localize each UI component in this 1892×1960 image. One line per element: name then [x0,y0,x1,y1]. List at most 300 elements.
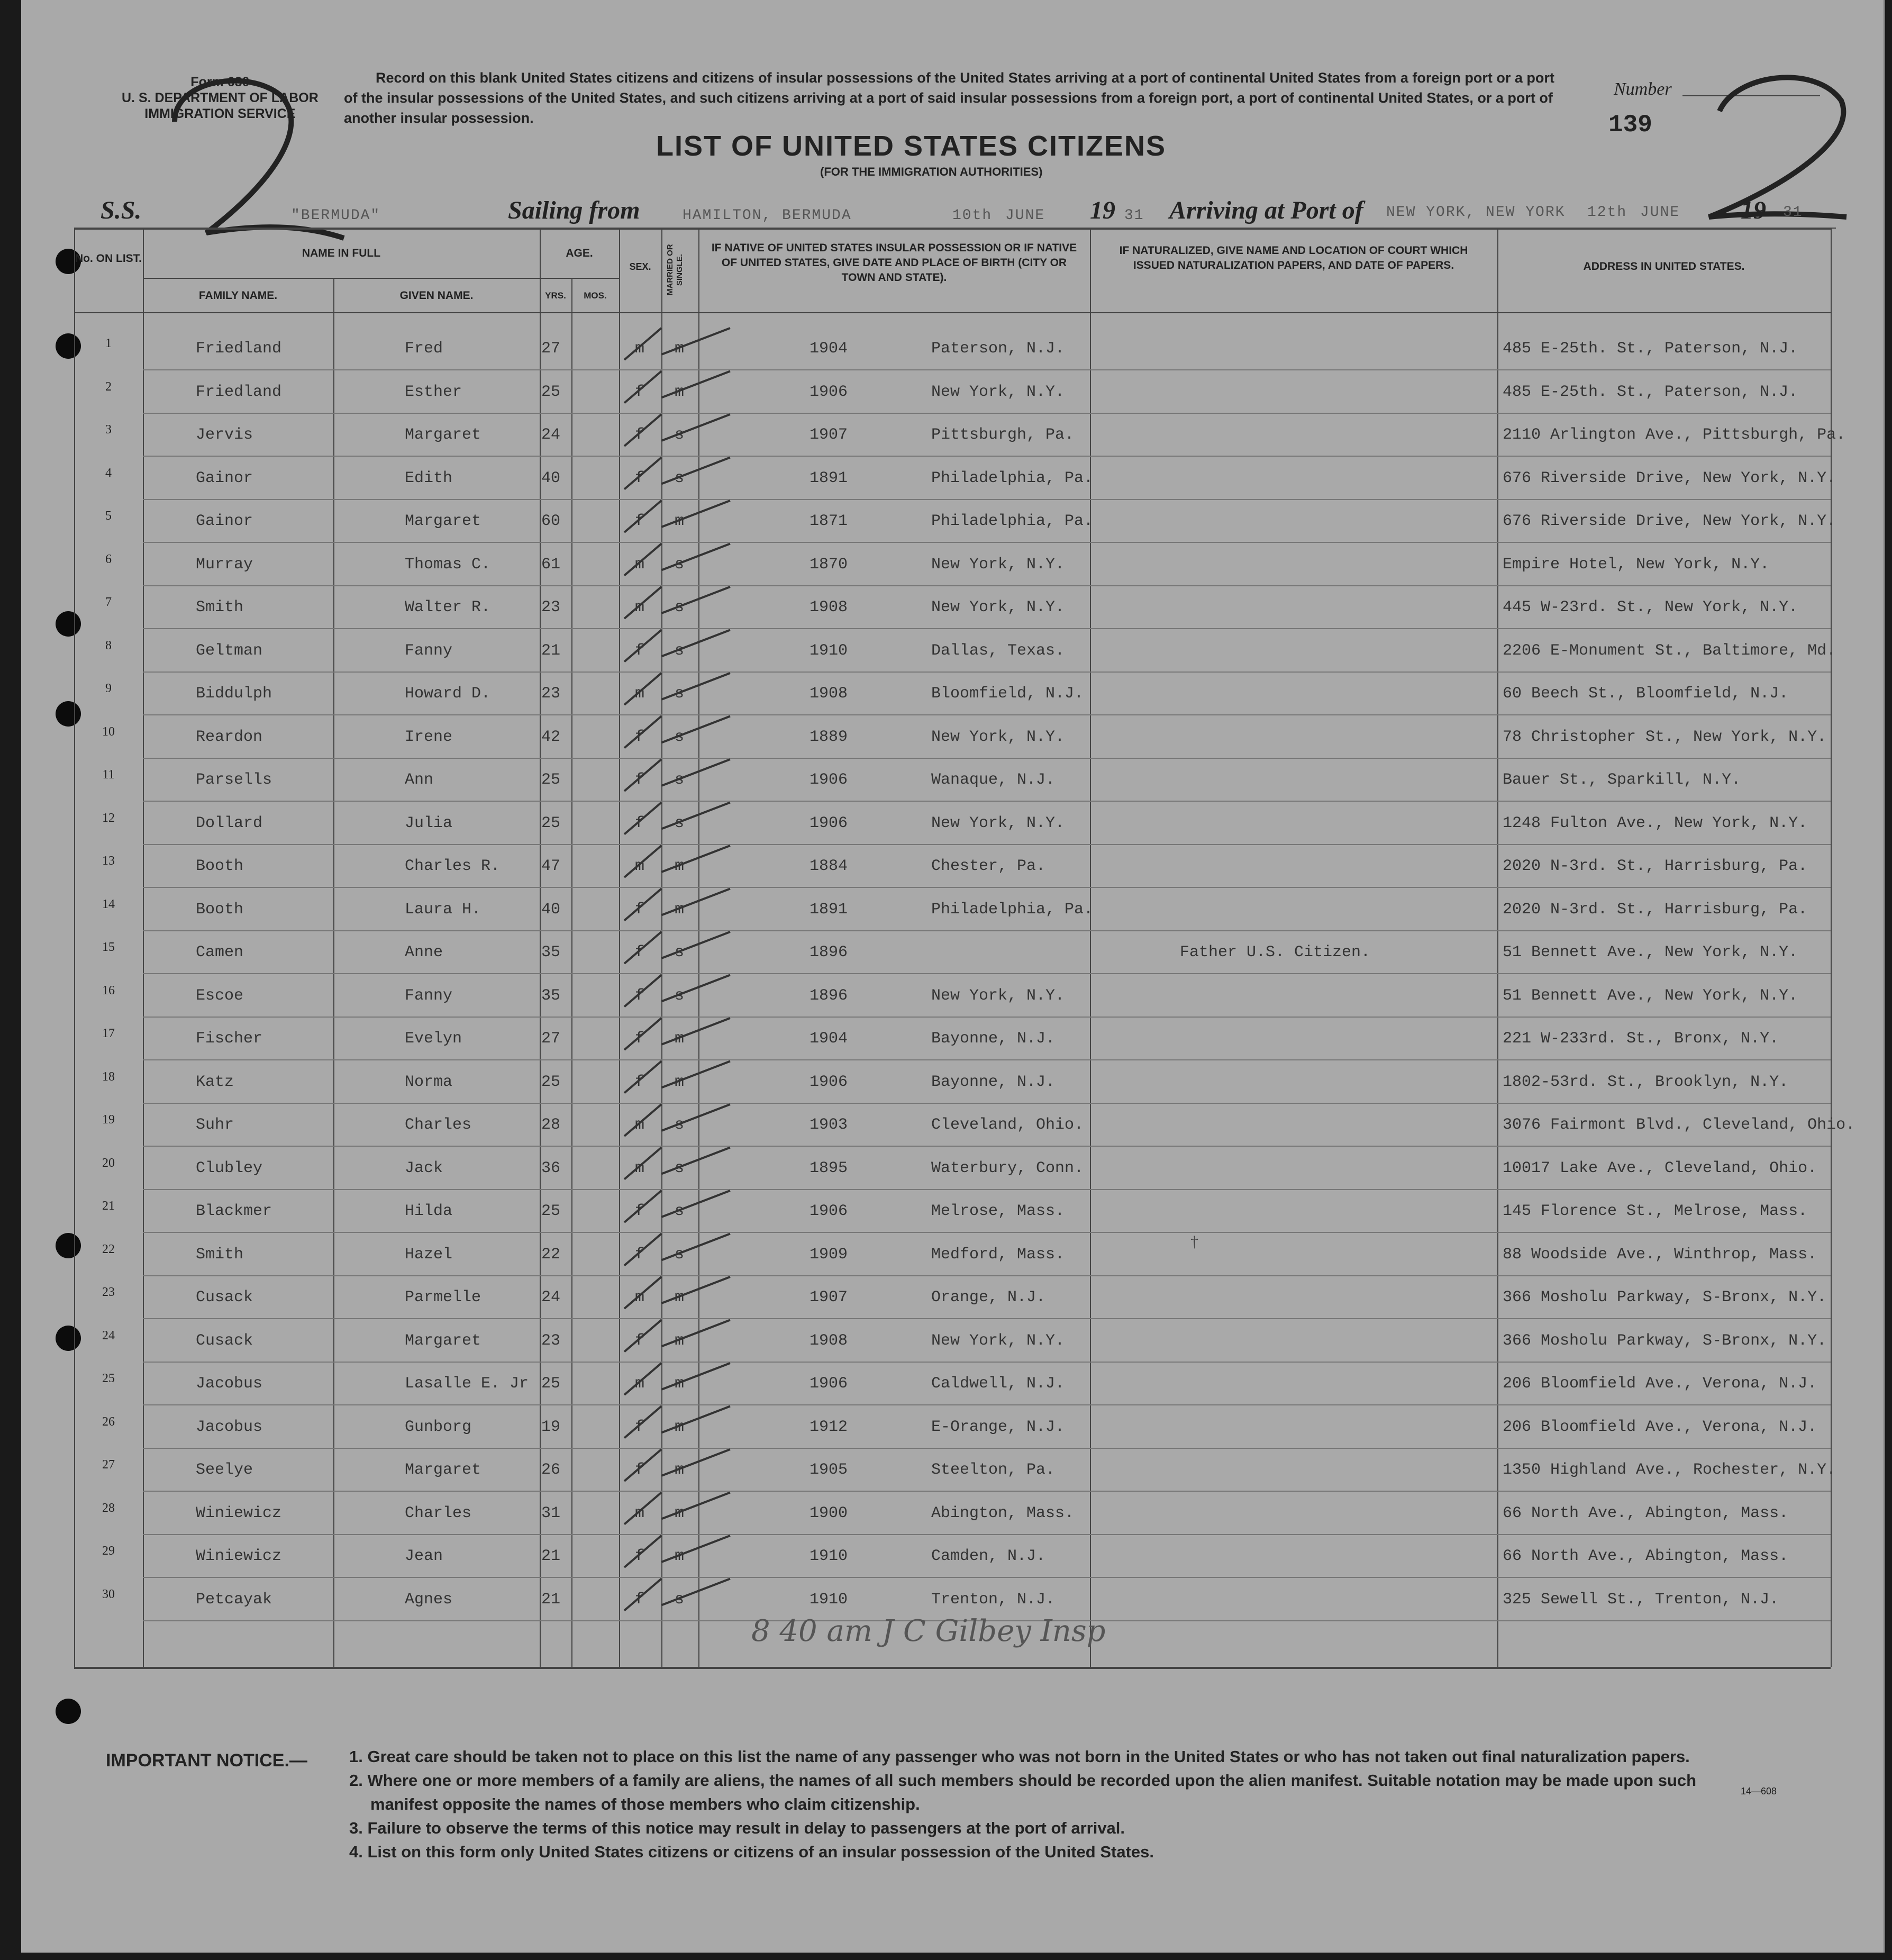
cell-year: 1900 [809,1504,848,1522]
cell-place: New York, N.Y. [931,555,1065,574]
cell-family: Jervis [196,426,253,444]
cell-family: Petcayak [196,1590,272,1609]
cell-yrs: 26 [541,1461,561,1479]
margin-mark: † [1190,1233,1198,1250]
cell-given: Fanny [405,641,453,660]
notice-heading: IMPORTANT NOTICE.— [106,1750,307,1771]
cell-place: Philadelphia, Pa. [931,469,1094,487]
cell-given: Ann [405,771,434,789]
cell-yrs: 61 [541,555,561,574]
cell-sex: m [635,857,645,875]
cell-place: New York, N.Y. [931,598,1065,616]
cell-yrs: 31 [541,1504,561,1522]
check-mark [624,501,730,532]
cell-no: 23 [102,1285,115,1299]
cell-yrs: 47 [541,857,561,875]
cell-family: Jacobus [196,1418,263,1436]
col-birth: IF NATIVE OF UNITED STATES INSULAR POSSESSION OR IF NATIVE OF UNITED STATES, GIVE DATE AND PLACE OF BIRTH (CITY OR TOWN AND STATE). [711,242,1077,284]
notice-item-4: 4. List on this form only United States citizens or citizens of an insular possession of the United States. [349,1843,1154,1861]
cell-address: 51 Bennett Ave., New York, N.Y. [1503,943,1798,961]
cell-given: Walter R. [405,598,491,616]
cell-sex: f [635,469,645,487]
cell-ms: s [675,469,685,487]
ship-name: "BERMUDA" [291,207,381,224]
cell-place: New York, N.Y. [931,814,1065,832]
row-rule [143,1318,1831,1319]
notice-item-2: 2. Where one or more members of a family are aliens, the names of all such members should be recorded upon the alien manifest. Suitable notation may be made upon such [349,1771,1697,1790]
check-mark [624,1277,730,1309]
arrival-port: NEW YORK, NEW YORK [1386,204,1566,221]
cell-address: 2020 N-3rd. St., Harrisburg, Pa. [1503,900,1808,919]
check-mark [624,716,730,748]
row-rule [143,714,1831,715]
cell-no: 20 [102,1156,115,1170]
cell-ms: s [675,1245,685,1264]
row-rule [143,887,1831,888]
cell-year: 1912 [809,1418,848,1436]
row-rule [143,930,1831,931]
cell-yrs: 25 [541,771,561,789]
row-rule [143,499,1831,500]
cell-address: 485 E-25th. St., Paterson, N.J. [1503,383,1798,401]
check-mark [624,587,730,619]
cell-place: E-Orange, N.J. [931,1418,1065,1436]
cell-sex: m [635,1116,645,1134]
cell-no: 2 [105,379,112,394]
cell-year: 1909 [809,1245,848,1264]
cell-given: Jean [405,1547,443,1565]
ss-label: S.S. [101,196,142,224]
cell-no: 30 [102,1587,115,1601]
table-row [74,803,1831,845]
cell-given: Edith [405,469,453,487]
cell-sex: m [635,1288,645,1306]
cell-no: 29 [102,1544,115,1558]
row-rule [143,1275,1831,1276]
table-row [74,1234,1831,1276]
cell-yrs: 25 [541,814,561,832]
cell-place: New York, N.Y. [931,383,1065,401]
row-rule [143,844,1831,845]
cell-no: 3 [105,423,112,437]
table-row [74,1018,1831,1060]
table-row [74,630,1836,673]
cell-address: 2110 Arlington Ave., Pittsburgh, Pa. [1503,426,1846,444]
cell-ms: s [675,1159,685,1177]
cell-nat: Father U.S. Citizen. [1180,943,1371,961]
arrival-month: JUNE [1640,204,1680,221]
cell-yrs: 21 [541,1547,561,1565]
check-mark [624,1449,730,1481]
cell-ms: s [675,641,685,660]
cell-sex: m [635,1159,645,1177]
cell-sex: f [635,1418,645,1436]
cell-ms: m [675,1030,685,1048]
cell-sex: f [635,1547,645,1565]
cell-family: Friedland [196,340,282,358]
form-code: 14—608 [1741,1786,1777,1796]
cell-yrs: 42 [541,728,561,746]
cell-family: Geltman [196,641,263,660]
cell-address: 485 E-25th. St., Paterson, N.J. [1503,340,1798,358]
cell-year: 1908 [809,1331,848,1350]
cell-family: Jacobus [196,1375,263,1393]
cell-no: 11 [102,768,115,782]
cell-family: Seelye [196,1461,253,1479]
cell-ms: s [675,814,685,832]
col-given-name: GIVEN NAME. [399,289,474,302]
cell-year: 1903 [809,1116,848,1134]
notice-item-2-cont: manifest opposite the names of those members who claim citizenship. [370,1795,920,1813]
cell-no: 5 [105,509,112,523]
service-name: IMMIGRATION SERVICE [144,106,296,121]
cell-place: Orange, N.J. [931,1288,1046,1306]
cell-no: 25 [102,1372,115,1385]
table-row [74,587,1831,629]
cell-address: 366 Mosholu Parkway, S-Bronx, N.Y. [1503,1331,1827,1350]
table-row [74,1363,1831,1405]
cell-yrs: 21 [541,641,561,660]
cell-ms: s [675,943,685,961]
check-mark [624,1493,730,1525]
cell-family: Gainor [196,469,253,487]
cell-address: 10017 Lake Ave., Cleveland, Ohio. [1503,1159,1817,1177]
cell-sex: f [635,512,645,530]
cell-given: Fanny [405,986,453,1005]
col-married-single: MARRIED OR SINGLE. [666,244,684,296]
cell-no: 6 [105,552,112,566]
cell-address: 676 Riverside Drive, New York, N.Y. [1503,512,1836,530]
check-mark [624,1579,730,1611]
arrival-year-prefix: 19 [1741,196,1766,224]
cell-no: 19 [102,1113,115,1127]
cell-sex: m [635,598,645,616]
record-instructions: Record on this blank United States citizens and citizens of insular possessions of the United States arriving at a port of continental United States from a foreign port or a port of the insular possessions of the United States, and such citizens arriving at a port of said insular possessions from a foreign port, a port of continental United States, or a port of another insular possession. [344,70,1554,126]
cell-family: Murray [196,555,253,574]
table-row [74,544,1831,586]
cell-sex: f [635,943,645,961]
cell-given: Hilda [405,1202,453,1220]
check-mark [624,328,730,360]
cell-ms: m [675,1288,685,1306]
cell-yrs: 25 [541,1073,561,1091]
cell-place: Paterson, N.J. [931,340,1065,358]
check-mark [624,889,730,921]
table-row [74,1320,1831,1363]
cell-address: 1248 Fulton Ave., New York, N.Y. [1503,814,1808,832]
cell-place: Camden, N.J. [931,1547,1046,1565]
cell-yrs: 25 [541,1202,561,1220]
cell-sex: f [635,1073,645,1091]
check-mark [624,846,730,877]
cell-ms: m [675,1461,685,1479]
cell-family: Smith [196,1245,244,1264]
cell-family: Katz [196,1073,234,1091]
cell-place: Philadelphia, Pa. [931,512,1094,530]
cell-no: 15 [102,940,115,954]
row-rule [143,1103,1831,1104]
cell-no: 4 [105,466,112,480]
check-mark [624,1407,730,1438]
cell-sex: f [635,426,645,444]
row-rule [143,1189,1831,1190]
cell-year: 1906 [809,1375,848,1393]
cell-yrs: 24 [541,1288,561,1306]
cell-family: Camen [196,943,244,961]
cell-address: 2020 N-3rd. St., Harrisburg, Pa. [1503,857,1808,875]
cell-given: Charles [405,1116,472,1134]
cell-ms: s [675,555,685,574]
sailing-from-label: Sailing from [508,196,640,224]
check-mark [624,932,730,964]
cell-family: Winiewicz [196,1547,282,1565]
cell-yrs: 40 [541,900,561,919]
check-marks [603,312,741,1635]
cell-place: New York, N.Y. [931,986,1065,1005]
cell-yrs: 35 [541,943,561,961]
col-sex: SEX. [629,261,651,272]
cell-family: Suhr [196,1116,234,1134]
cell-no: 13 [102,854,115,868]
cell-family: Booth [196,857,244,875]
cell-address: 3076 Fairmont Blvd., Cleveland, Ohio. [1503,1116,1855,1134]
cell-sex: f [635,814,645,832]
cell-sex: f [635,1590,645,1609]
cell-ms: s [675,1202,685,1220]
table-row [74,458,1836,500]
cell-ms: m [675,512,685,530]
cell-no: 14 [102,897,115,911]
cell-given: Gunborg [405,1418,472,1436]
cell-ms: s [675,598,685,616]
cell-sex: f [635,1030,645,1048]
cell-no: 18 [102,1069,115,1084]
cell-given: Hazel [405,1245,453,1264]
check-mark [624,458,730,489]
cell-no: 7 [105,595,112,609]
passenger-table [74,228,1855,1656]
cell-address: 66 North Ave., Abington, Mass. [1503,1547,1789,1565]
cell-given: Margaret [405,1461,481,1479]
cell-given: Howard D. [405,685,491,703]
row-rule [143,1017,1831,1018]
cell-address: 366 Mosholu Parkway, S-Bronx, N.Y. [1503,1288,1827,1306]
row-rule [143,585,1831,586]
page-title: LIST OF UNITED STATES CITIZENS [656,130,1166,162]
cell-yrs: 19 [541,1418,561,1436]
cell-no: 26 [102,1414,115,1429]
cell-place: Abington, Mass. [931,1504,1075,1522]
cell-year: 1906 [809,814,848,832]
cell-year: 1910 [809,1547,848,1565]
cell-yrs: 23 [541,1331,561,1350]
check-mark [624,759,730,791]
row-rule [143,1404,1831,1405]
cell-address: 66 North Ave., Abington, Mass. [1503,1504,1789,1522]
cell-given: Thomas C. [405,555,491,574]
cell-year: 1896 [809,943,848,961]
row-rule [143,1534,1831,1535]
cell-given: Lasalle E. Jr [405,1375,529,1393]
check-mark [624,414,730,446]
cell-sex: m [635,1504,645,1522]
col-naturalized: IF NATURALIZED, GIVE NAME AND LOCATION OF COURT WHICH ISSUED NATURALIZATION PAPERS, AND DATE OF PAPERS. [1119,244,1468,271]
cell-year: 1907 [809,426,848,444]
cell-sex: m [635,340,645,358]
cell-yrs: 36 [541,1159,561,1177]
col-name-in-full: NAME IN FULL [302,247,381,259]
cell-year: 1871 [809,512,848,530]
cell-family: Gainor [196,512,253,530]
cell-ms: s [675,426,685,444]
cell-yrs: 40 [541,469,561,487]
cell-given: Parmelle [405,1288,481,1306]
cell-sex: m [635,555,645,574]
cell-given: Julia [405,814,453,832]
check-mark [624,1191,730,1222]
cell-place: Bayonne, N.J. [931,1073,1056,1091]
cell-family: Winiewicz [196,1504,282,1522]
cell-place: Cleveland, Ohio. [931,1116,1084,1134]
cell-given: Margaret [405,512,481,530]
cell-sex: f [635,728,645,746]
cell-family: Booth [196,900,244,919]
table-row [74,1493,1831,1535]
cell-no: 24 [102,1328,115,1342]
cell-ms: s [675,685,685,703]
cell-year: 1896 [809,986,848,1005]
cell-yrs: 28 [541,1116,561,1134]
cell-given: Fred [405,340,443,358]
cell-address: 325 Sewell St., Trenton, N.J. [1503,1590,1779,1609]
cell-ms: m [675,1073,685,1091]
cell-family: Blackmer [196,1202,272,1220]
col-age: AGE. [566,247,593,259]
cell-address: Bauer St., Sparkill, N.Y. [1503,771,1741,789]
check-mark [624,975,730,1007]
row-rule [143,456,1831,457]
cell-year: 1908 [809,685,848,703]
cell-no: 27 [102,1458,115,1472]
table-row [74,889,1831,931]
cell-no: 1 [105,337,112,350]
departure-year: 31 [1124,207,1144,224]
notice-item-1: 1. Great care should be taken not to place on this list the name of any passenger who was not born in the United States or who has not taken out final naturalization papers. [349,1747,1690,1766]
cell-ms: s [675,728,685,746]
cell-no: 16 [102,983,115,997]
check-mark [624,1363,730,1395]
cell-sex: f [635,641,645,660]
cell-ms: s [675,986,685,1005]
cell-family: Biddulph [196,685,272,703]
row-rule [143,1059,1831,1060]
cell-place: Trenton, N.J. [931,1590,1056,1609]
cell-address: 2206 E-Monument St., Baltimore, Md. [1503,641,1836,660]
cell-yrs: 21 [541,1590,561,1609]
cell-year: 1895 [809,1159,848,1177]
inspector-signature: 8 40 am J C Gilbey Insp [751,1614,1106,1648]
check-mark [624,1061,730,1093]
table-row [74,371,1831,414]
cell-no: 21 [102,1199,115,1213]
check-mark [624,1104,730,1136]
cell-place: Caldwell, N.J. [931,1375,1065,1393]
row-rule [143,1448,1831,1449]
cell-ms: m [675,1331,685,1350]
cell-given: Jack [405,1159,443,1177]
cell-place: New York, N.Y. [931,728,1065,746]
cell-address: 445 W-23rd. St., New York, N.Y. [1503,598,1798,616]
table-row [74,1148,1831,1190]
cell-place: Steelton, Pa. [931,1461,1056,1479]
cell-yrs: 35 [541,986,561,1005]
cell-sex: f [635,986,645,1005]
arrival-year: 31 [1783,204,1803,221]
cell-sex: f [635,900,645,919]
cell-family: Smith [196,598,244,616]
cell-given: Agnes [405,1590,453,1609]
cell-yrs: 24 [541,426,561,444]
row-rule [143,1232,1831,1233]
cell-address: 145 Florence St., Melrose, Mass. [1503,1202,1808,1220]
check-mark [624,371,730,403]
cell-ms: s [675,1590,685,1609]
cell-yrs: 25 [541,383,561,401]
cell-place: Medford, Mass. [931,1245,1065,1264]
cell-yrs: 27 [541,340,561,358]
table-row [74,673,1831,715]
check-mark [624,630,730,662]
cell-place: Chester, Pa. [931,857,1046,875]
list-number: 139 [1608,111,1652,139]
cell-family: Friedland [196,383,282,401]
col-family-name: FAMILY NAME. [198,289,278,302]
col-yrs: YRS. [545,291,566,301]
cell-given: Norma [405,1073,453,1091]
row-rule [143,1146,1831,1147]
year-prefix: 19 [1090,196,1115,224]
cell-year: 1891 [809,900,848,919]
arriving-label: Arriving at Port of [1169,196,1363,224]
cell-ms: m [675,1547,685,1565]
check-mark [624,803,730,834]
cell-year: 1906 [809,383,848,401]
cell-no: 8 [105,638,112,652]
col-no: No. ON LIST. [75,252,142,265]
table-row [74,1061,1831,1104]
check-mark [624,1320,730,1352]
row-rule [143,1577,1831,1578]
cell-family: Reardon [196,728,263,746]
cell-yrs: 25 [541,1375,561,1393]
cell-family: Cusack [196,1288,253,1306]
cell-year: 1910 [809,641,848,660]
cell-yrs: 27 [541,1030,561,1048]
cell-yrs: 23 [541,685,561,703]
cell-year: 1870 [809,555,848,574]
cell-given: Margaret [405,426,481,444]
cell-family: Fischer [196,1030,263,1048]
cell-place: Philadelphia, Pa. [931,900,1094,919]
table-row [74,1277,1831,1319]
row-rule [143,542,1831,543]
cell-ms: m [675,1504,685,1522]
notice-item-3: 3. Failure to observe the terms of this notice may result in delay to passengers at the port of arrival. [349,1819,1125,1837]
cell-year: 1908 [809,598,848,616]
table-row [74,1104,1855,1147]
cell-place: Pittsburgh, Pa. [931,426,1075,444]
cell-given: Anne [405,943,443,961]
